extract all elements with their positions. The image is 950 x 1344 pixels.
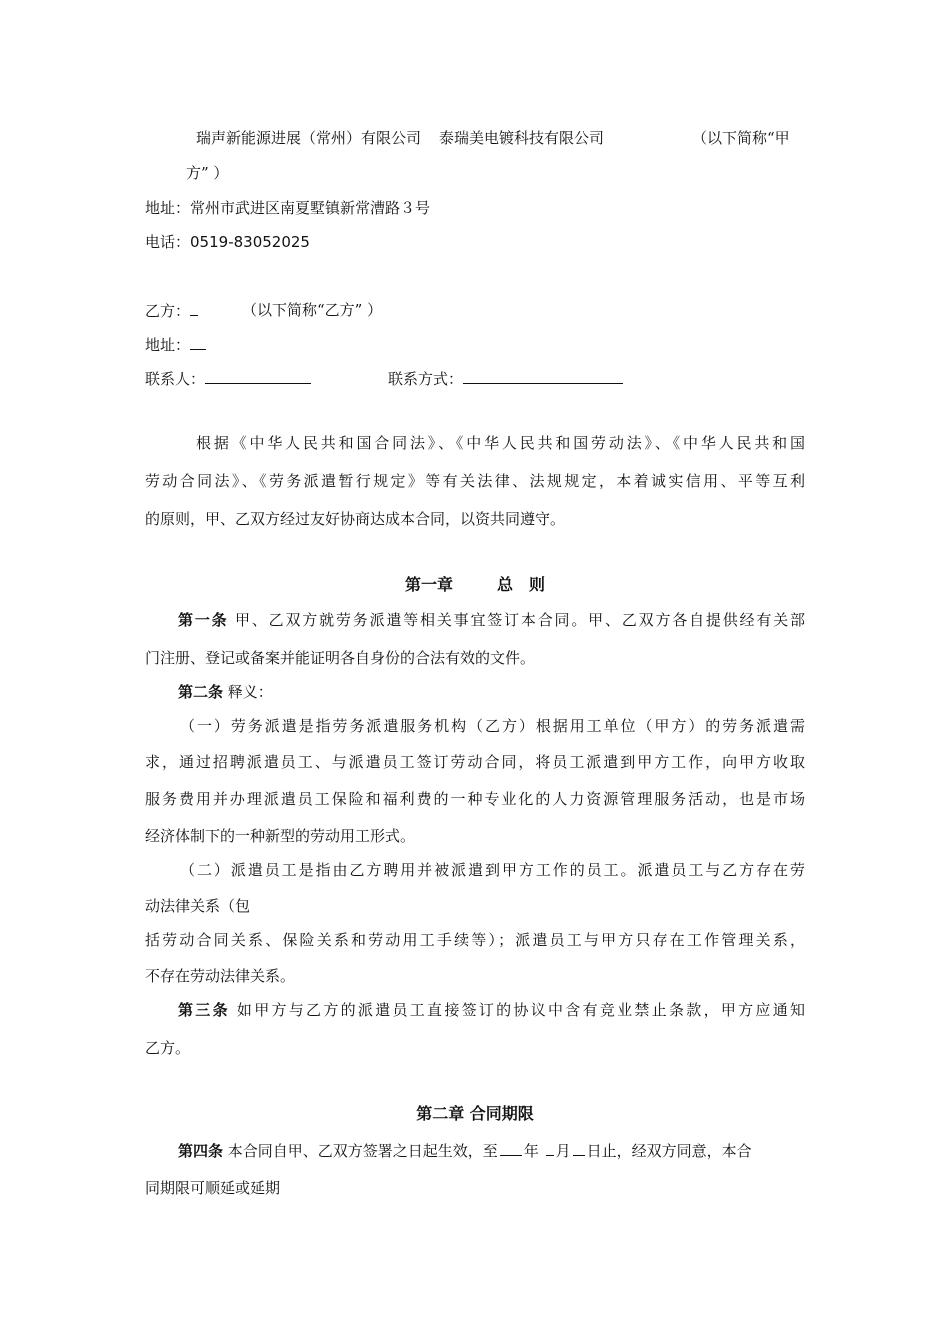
chapter-2-heading: 第二章 合同期限 — [416, 1104, 534, 1123]
party-b-contact-method — [388, 368, 623, 389]
article-1-label: 第一条 — [178, 611, 229, 629]
contact-label: 联系人： — [145, 370, 206, 388]
article-4-month: 月 — [555, 1142, 571, 1160]
article-3-text-1: 如甲方与乙方的派遣员工直接签订的协议中含有竞业禁止条款，甲方应通知 — [236, 1001, 805, 1019]
article-4-text-1: 本合同自甲、乙双方签署之日起生效，至 — [227, 1142, 498, 1160]
address-label: 地址： — [145, 199, 191, 217]
party-a-phone — [145, 232, 310, 252]
party-a-address — [145, 198, 430, 218]
article-4-day: 日止，经双方同意，本合 — [586, 1142, 752, 1160]
article-1-line-1 — [178, 610, 805, 630]
article-3-label: 第三条 — [178, 1001, 230, 1019]
contact-method-blank — [463, 368, 623, 384]
article-2-text: 释义： — [227, 683, 273, 701]
article-4-year: 年 — [523, 1142, 539, 1160]
article-1-text-1: 甲、乙双方就劳务派遣等相关事宜签订本合同。甲、乙双方各自提供经有关部 — [235, 611, 805, 629]
month-blank — [546, 1140, 554, 1156]
party-a-abbr-1: （以下简称“甲 — [692, 129, 790, 147]
party-a-line — [196, 128, 604, 148]
party-b-name-blank — [190, 300, 198, 316]
party-b-address — [145, 334, 206, 355]
preamble-line-2: 劳动合同法》、《劳务派遣暂行规定》等有关法律、法规规定，本着诚实信用、平等互利 — [145, 472, 805, 490]
article-4-label: 第四条 — [178, 1142, 224, 1160]
item-2-line-4: 不存在劳动法律关系。 — [145, 967, 296, 985]
item-1-line-3: 服务费用并办理派遣员工保险和福利费的一种专业化的人力资源管理服务活动，也是市场 — [145, 790, 805, 808]
contact-method-label: 联系方式： — [388, 370, 464, 388]
chapter-1-heading — [0, 574, 950, 596]
party-b-line — [145, 300, 198, 321]
item-1-line-2: 求，通过招聘派遣员工、与派遣员工签订劳动合同，将员工派遣到甲方工作，向甲方收取 — [145, 753, 805, 771]
contact-blank — [205, 368, 311, 384]
item-1-line-1: （一）劳务派遣是指劳务派遣服务机构（乙方）根据用工单位（甲方）的劳务派遣需 — [180, 717, 805, 735]
phone-label: 电话： — [145, 233, 191, 251]
article-2-label: 第二条 — [178, 683, 224, 701]
preamble-line-3: 的原则，甲、乙双方经过友好协商达成本合同，以资共同遵守。 — [145, 510, 566, 528]
chapter-1-title: 总 则 — [497, 575, 546, 594]
party-a-name-2: 泰瑞美电镀科技有限公司 — [439, 129, 605, 147]
article-2 — [178, 682, 273, 702]
phone-value: 0519-83052025 — [190, 233, 310, 251]
item-2-line-2: 动法律关系（包 — [145, 897, 251, 915]
article-3-line-1 — [178, 1000, 805, 1020]
year-blank — [500, 1140, 522, 1156]
article-4-line-2: 同期限可顺延或延期 — [145, 1179, 281, 1197]
preamble-line-1: 根据《中华人民共和国合同法》、《中华人民共和国劳动法》、《中华人民共和国 — [196, 434, 805, 452]
party-a-abbr-2: 方” ） — [186, 164, 229, 182]
party-b-label: 乙方： — [145, 302, 191, 320]
address-value: 常州市武进区南夏墅镇新常漕路３号 — [190, 199, 431, 217]
party-a-name-1: 瑞声新能源进展（常州）有限公司 — [196, 129, 422, 147]
party-b-abbr: （以下简称“乙方” ） — [242, 301, 383, 319]
chapter-1-num: 第一章 — [404, 575, 453, 594]
party-b-address-label: 地址： — [145, 336, 191, 354]
article-1-line-2: 门注册、登记或备案并能证明各自身份的合法有效的文件。 — [145, 649, 536, 667]
party-b-address-blank — [190, 334, 206, 350]
item-2-line-1: （二）派遣员工是指由乙方聘用并被派遣到甲方工作的员工。派遣员工与乙方存在劳 — [180, 861, 805, 879]
article-4-line-1 — [178, 1140, 752, 1161]
party-b-contact — [145, 368, 311, 389]
day-blank — [573, 1140, 585, 1156]
article-3-line-2: 乙方。 — [145, 1039, 191, 1057]
item-1-line-4: 经济体制下的一种新型的劳动用工形式。 — [145, 827, 416, 845]
item-2-line-3: 括劳动合同关系、保险关系和劳动用工手续等）；派遣员工与甲方只存在工作管理关系， — [145, 931, 805, 949]
